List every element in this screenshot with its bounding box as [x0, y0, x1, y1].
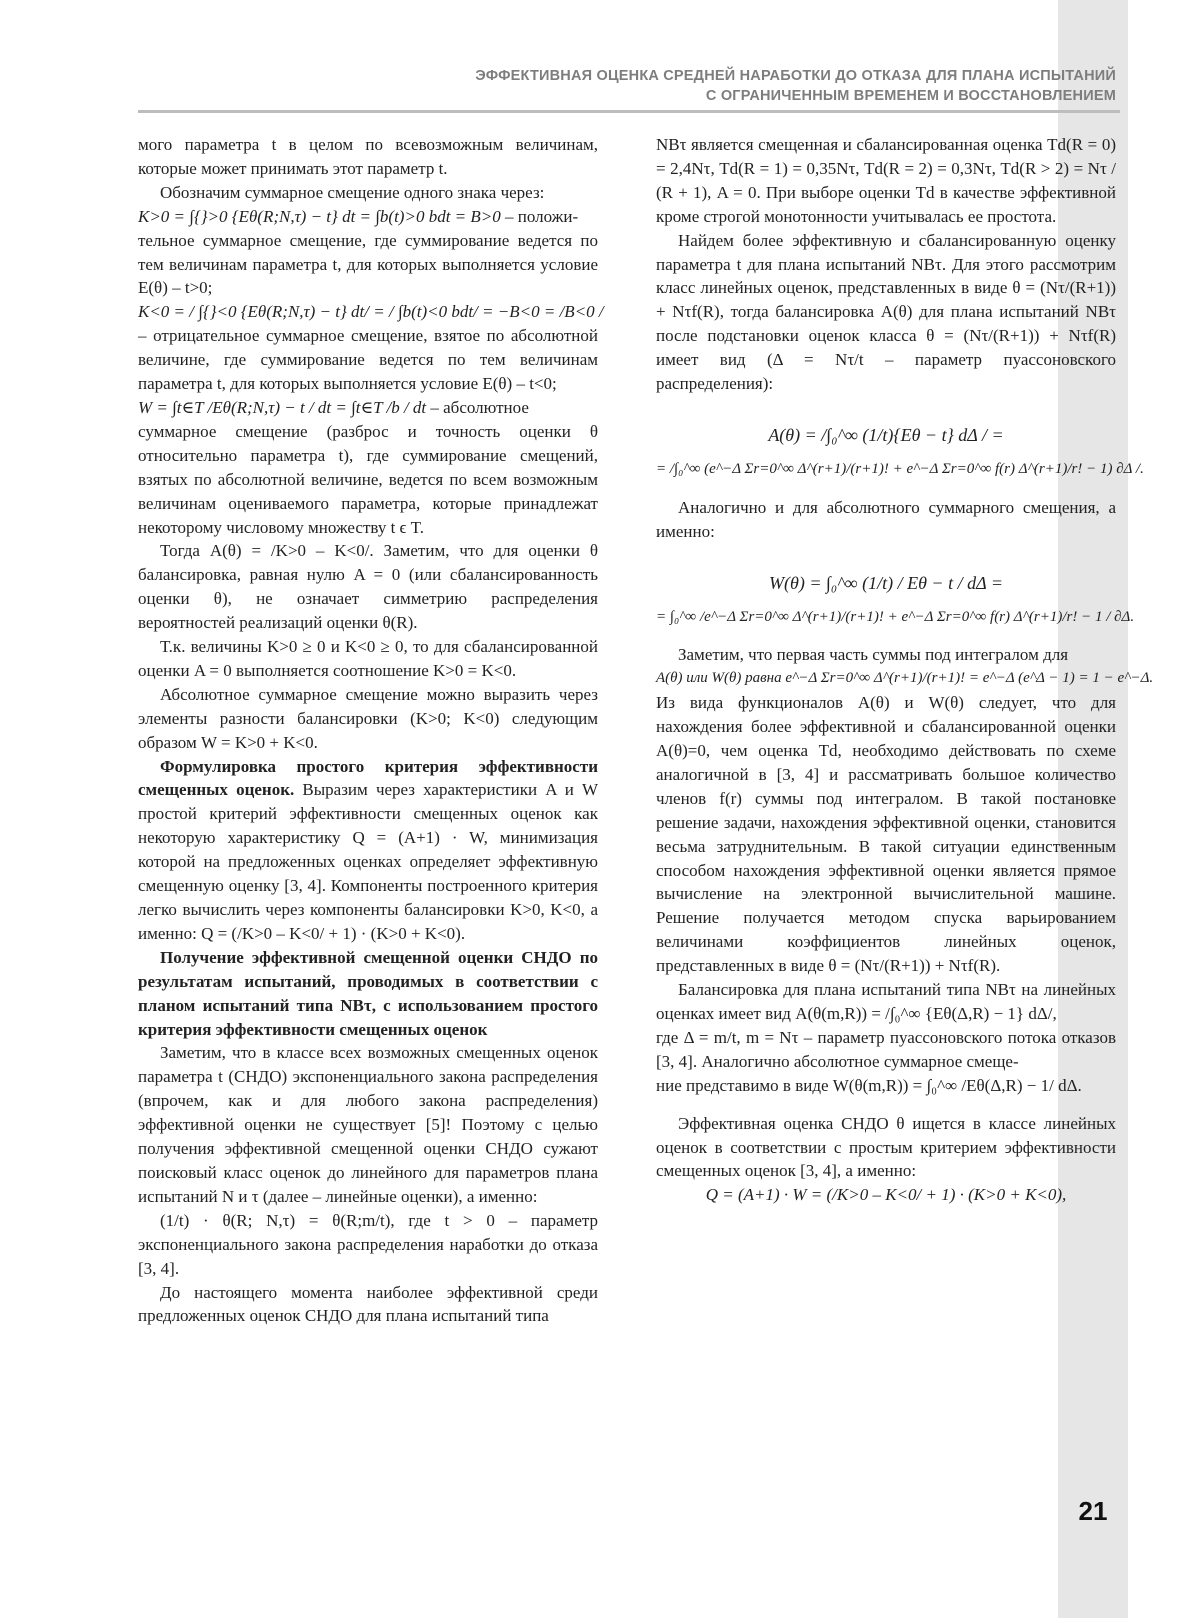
left-column — [138, 133, 604, 1328]
paragraph-body: Выразим через характеристики A и W простой критерий эффективности смещенных оценок как некоторую характеристику Q = (A+1) · W, минимизация которой на предложенных оценках определяет эффективную смещенную оценку [3, 4]. Компоненты построенного критерия легко вычислить через компоненты балансировки K>0, K<0, а именно: Q = (/K>0 – K<0/ + 1) · (K>0 + K<0). — [138, 780, 598, 943]
equation-a-theta-expanded: = /∫₀^∞ (e^−Δ Σr=0^∞ Δ^(r+1)/(r+1)! + e^−Δ Σr=0^∞ f(r) Δ^(r+1)/r! − 1) ∂Δ /. — [656, 460, 1144, 477]
equation-k-positive — [138, 205, 598, 229]
paragraph: ние представимо в виде W(θ(m,R)) = ∫₀^∞ /Eθ(Δ,R) − 1/ dΔ. — [656, 1075, 1082, 1095]
equation-w-theta-expanded: = ∫₀^∞ /e^−Δ Σr=0^∞ Δ^(r+1)/(r+1)! + e^−Δ Σr=0^∞ f(r) Δ^(r+1)/r! − 1 / ∂Δ. — [656, 608, 1135, 625]
equation-first-sum: A(θ) или W(θ) равна e^−Δ Σr=0^∞ Δ^(r+1)/(r+1)! = e^−Δ (e^Δ − 1) = 1 − e^−Δ. — [656, 670, 1154, 687]
paragraph: Абсолютное суммарное смещение можно выразить через элементы разности балансировки (K>0; K<0) следующим образом W = K>0 + K<0. — [138, 684, 598, 752]
paragraph: Аналогично и для абсолютного суммарного смещения, а именно: — [656, 497, 1116, 541]
paragraph: Из вида функционалов A(θ) и W(θ) следует, что для нахождения более эффективной и сбалансированной оценки A(θ)=0, чем оценка Td, необходимо действовать по схеме аналогичной в [3, 4] и рассматривать большое количество членов f(r) суммы под интегралом. В такой постановке решение задачи, нахождения эффективной оценки, становится весьма затруднительным. В такой ситуации единственным способом нахождения эффективной оценки является прямое вычисление на электронной вычислительной машине. Решение получается методом спуска варьированием величинами коэффициентов линейных оценок, представленных в виде θ = (Nτ/(R+1)) + Nτf(R). — [656, 693, 1116, 976]
paragraph: (1/t) · θ(R; N,τ) = θ(R;m/t), где t > 0 – параметр экспоненциального закона распределения наработки до отказа [3, 4]. — [138, 1210, 598, 1278]
paragraph: Заметим, что первая часть суммы под интегралом для — [678, 645, 1069, 665]
paragraph: Балансировка для плана испытаний типа NBτ на линейных оценках имеет вид A(θ(m,R)) = /∫₀^∞ {Eθ(Δ,R) − 1} dΔ/, — [656, 980, 1116, 1023]
equation-a-theta: A(θ) = /∫₀^∞ (1/t){Eθ − t} dΔ / = — [768, 424, 1004, 445]
paragraph-lead-bold: Формулировка простого критерия эффективности смещенных оценок. — [138, 756, 598, 800]
paragraph: Тогда A(θ) = /K>0 – K<0/. Заметим, что для оценки θ балансировка, равная нулю A = 0 (или сбалансированность оценки θ), не означает симметрию распределения вероятностей реализаций оценки θ(R). — [138, 541, 598, 633]
paragraph: До настоящего момента наиболее эффективной среди предложенных оценок СНДО для плана испытаний типа — [138, 1282, 598, 1326]
running-header-line-1: ЭФФЕКТИВНАЯ ОЦЕНКА СРЕДНЕЙ НАРАБОТКИ ДО ОТКАЗА ДЛЯ ПЛАНА ИСПЫТАНИЙ — [475, 68, 1116, 84]
paragraph: суммарное смещение (разброс и точность оценки θ относительно параметра t), где суммирование смещений, взятых по абсолютной величине, ведется по всем возможным величинам оцениваемого параметра, которые принадлежат некоторому числовому множеству t ϵ T. — [138, 421, 598, 537]
equation-text: W = ∫t∈T /Eθ(R;N,τ) − t / dt = ∫t∈T /b / dt — [138, 397, 427, 417]
paragraph: тельное суммарное смещение, где суммирование ведется по тем величинам параметра t, для которых выполняется условие E(θ) – t>0; — [138, 230, 598, 298]
equation-text: K<0 = / ∫{}<0 {Eθ(R;N,τ) − t} dt/ = / ∫b(t)<0 bdt/ = −B<0 = /B<0 / — [138, 302, 604, 322]
paragraph: Т.к. величины K>0 ≥ 0 и K<0 ≥ 0, то для сбалансированной оценки A = 0 выполняется соотношение K>0 = K<0. — [138, 637, 598, 680]
right-column — [656, 133, 1154, 1207]
running-header-line-2: С ОГРАНИЧЕННЫМ ВРЕМЕНЕМ И ВОССТАНОВЛЕНИЕМ — [705, 88, 1116, 104]
equation-tail: – абсолютное — [426, 397, 529, 417]
paragraph: NBτ является смещенная и сбалансированная оценка Td(R = 0) = 2,4Nτ, Td(R = 1) = 0,35Nτ, Td(R = 2) = 0,3Nτ, Td(R > 2) = Nτ / (R + 1), A = 0. При выборе оценки Td в качестве эффективной кроме строгой монотонности учитывалась ее простота. — [656, 135, 1116, 226]
paragraph — [138, 755, 598, 946]
equation-k-negative — [138, 300, 604, 324]
paragraph: Обозначим суммарное смещение одного знака через: — [160, 182, 545, 202]
paragraph: Эффективная оценка СНДО θ ищется в классе линейных оценок в соответствии с простым критерием эффективности смещенных оценок [3, 4], а именно: — [656, 1113, 1116, 1181]
section-heading: Получение эффективной смещенной оценки СНДО по результатам испытаний, проводимых в соответствии с планом испытаний типа NBτ, с использованием простого критерия эффективности смещенных оценок — [138, 947, 598, 1039]
equation-text: K>0 = ∫{}>0 {Eθ(R;N,τ) − t} dt = ∫b(t)>0 bdt = B>0 — [138, 206, 501, 226]
paragraph: Найдем более эффективную и сбалансированную оценку параметра t для плана испытаний NBτ. Для этого рассмотрим класс линейных оценок, представленных в виде θ = (Nτ/(R+1)) + Nτf(R), тогда балансировка A(θ) для плана испытаний NBτ после подстановки оценок класса θ = (Nτ/(R+1)) + Nτf(R) имеет вид (Δ = Nτ/t – параметр пуассоновского распределения): — [656, 230, 1116, 394]
paragraph: мого параметра t в целом по всевозможным величинам, которые может принимать этот параметр t. — [138, 135, 598, 178]
equation-q-criterion: Q = (A+1) · W = (/K>0 – K<0/ + 1) · (K>0 + K<0), — [705, 1185, 1067, 1205]
equation-w-theta: W(θ) = ∫₀^∞ (1/t) / Eθ − t / dΔ = — [769, 572, 1003, 593]
paragraph: – отрицательное суммарное смещение, взятое по абсолютной величине, где суммирование ведется по тем величинам параметра t, для которых выполняется условие E(θ) – t<0; — [138, 326, 598, 394]
equation-tail: – положи- — [500, 206, 579, 226]
running-header — [475, 66, 1116, 106]
equation-w — [138, 396, 598, 420]
page-number: 21 — [1078, 1496, 1108, 1526]
header-rule — [138, 110, 1120, 113]
paragraph: где Δ = m/t, m = Nτ – параметр пуассоновского потока отказов [3, 4]. Аналогично абсолютное суммарное смеще- — [656, 1027, 1116, 1071]
paragraph: Заметим, что в классе всех возможных смещенных оценок параметра t (СНДО) экспоненциального закона распределения (впрочем, как и для любого закона распределения) эффективной оценки не существует [5]! Поэтому с целью получения эффективной смещенной оценки СНДО сужают поисковый класс оценок до линейного для параметров плана испытаний N и τ (далее – линейные оценки), а именно: — [138, 1043, 598, 1206]
